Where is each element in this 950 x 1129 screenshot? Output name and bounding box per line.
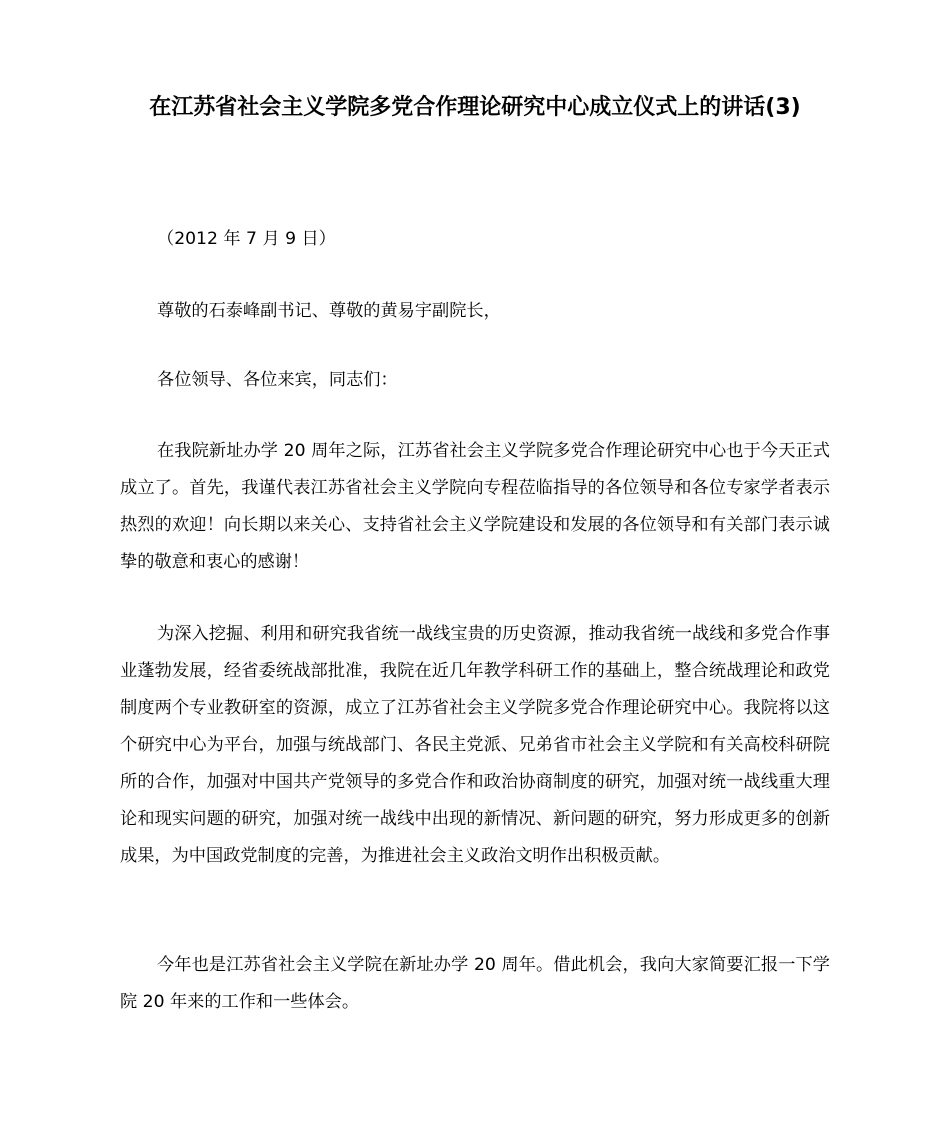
salutation-line-2: 各位领导、各位来宾，同志们： (157, 370, 398, 390)
salutation-line-1: 尊敬的石泰峰副书记、尊敬的黄易宇副院长， (157, 301, 501, 321)
body-paragraph: 为深入挖掘、利用和研究我省统一战线宝贵的历史资源，推动我省统一战线和多党合作事业蓬勃发展，经省委统战部批准，我院在近几年教学科研工作的基础上，整合统战理论和政党制度两个专业教研室的资源，成立了江苏省社会主义学院多党合作理论研究中心。我院将以这个研究中心为平台，加强与统战部门、各民主党派、兄弟省市社会主义学院和有关高校科研院所的合作，加强对中国共产党领导的多党合作和政治协商制度的研究，加强对统一战线重大理论和现实问题的研究，加强对统一战线中出现的新情况、新问题的研究，努力形成更多的创新成果，为中国政党制度的完善，为推进社会主义政治文明作出积极贡献。 (120, 624, 830, 866)
body-paragraph: 今年也是江苏省社会主义学院在新址办学 20 周年。借此机会，我向大家简要汇报一下学院 20 年来的工作和一些体会。 (120, 955, 830, 1012)
document-title: 在江苏省社会主义学院多党合作理论研究中心成立仪式上的讲话(3) (149, 95, 801, 120)
speech-date: （2012 年 7 月 9 日） (157, 229, 336, 249)
body-paragraph: 在我院新址办学 20 周年之际，江苏省社会主义学院多党合作理论研究中心也于今天正式成立了。首先，我谨代表江苏省社会主义学院向专程莅临指导的各位领导和各位专家学者表示热烈的欢迎！向长期以来关心、支持省社会主义学院建设和发展的各位领导和有关部门表示诚挚的敬意和衷心的感谢！ (120, 441, 830, 572)
